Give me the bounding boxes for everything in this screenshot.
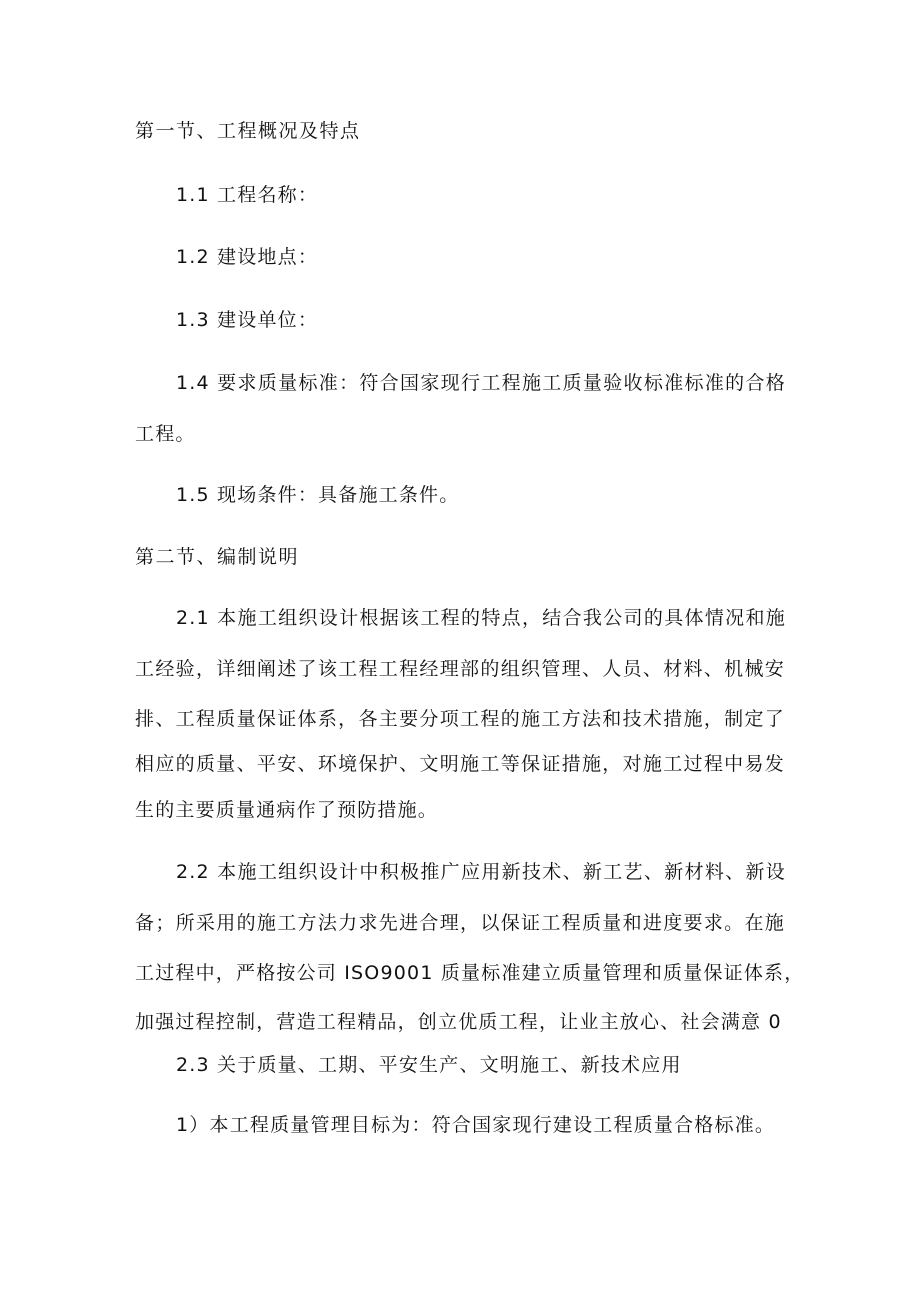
para-2-2-line-3: 工过程中，严格按公司 ISO9001 质量标准建立质量管理和质量保证体系， bbox=[135, 962, 805, 984]
para-2-1-line-5: 生的主要质量通病作了预防措施。 bbox=[135, 799, 439, 821]
item-construction-unit: 1.3 建设单位： bbox=[176, 309, 319, 331]
item-quality-standard: 1.4 要求质量标准：符合国家现行工程施工质量验收标准标准的合格 bbox=[176, 372, 786, 394]
para-2-1-line-1: 2.1 本施工组织设计根据该工程的特点，结合我公司的具体情况和施 bbox=[176, 607, 786, 629]
item-construction-site: 1.2 建设地点： bbox=[176, 246, 319, 268]
para-2-1-line-3: 排、工程质量保证体系，各主要分项工程的施工方法和技术措施，制定了 bbox=[135, 708, 785, 730]
para-2-3: 2.3 关于质量、工期、平安生产、文明施工、新技术应用 bbox=[176, 1054, 682, 1076]
item-quality-standard-cont: 工程。 bbox=[135, 423, 196, 445]
item-site-conditions: 1.5 现场条件：具备施工条件。 bbox=[176, 484, 460, 506]
para-2-1-line-2: 工经验，详细阐述了该工程工程经理部的组织管理、人员、材料、机械安 bbox=[135, 658, 785, 680]
item-project-name: 1.1 工程名称： bbox=[176, 184, 319, 206]
section-1-heading: 第一节、工程概况及特点 bbox=[135, 120, 361, 142]
para-2-2-line-4: 加强过程控制，营造工程精品，创立优质工程，让业主放心、社会满意 0 bbox=[135, 1011, 782, 1033]
section-2-heading: 第二节、编制说明 bbox=[135, 546, 300, 568]
para-2-2-line-1: 2.2 本施工组织设计中积极推广应用新技术、新工艺、新材料、新设 bbox=[176, 861, 786, 883]
para-2-1-line-4: 相应的质量、平安、环境保护、文明施工等保证措施，对施工过程中易发 bbox=[135, 753, 785, 775]
para-quality-target: 1）本工程质量管理目标为：符合国家现行建设工程质量合格标准。 bbox=[176, 1114, 776, 1136]
para-2-2-line-2: 备；所采用的施工方法力求先进合理，以保证工程质量和进度要求。在施 bbox=[135, 912, 785, 934]
